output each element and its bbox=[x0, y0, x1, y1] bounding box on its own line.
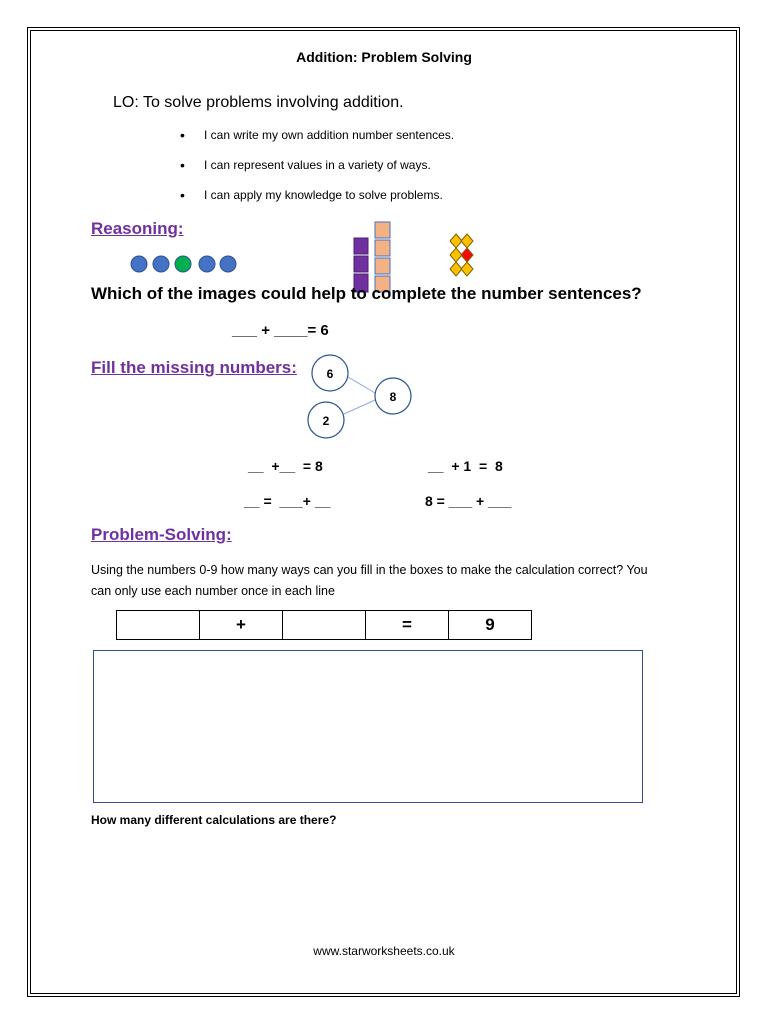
reasoning-heading: Reasoning: bbox=[91, 219, 184, 238]
success-criteria-list bbox=[180, 127, 454, 217]
blue-counter bbox=[153, 256, 169, 272]
connector-line bbox=[348, 377, 375, 393]
reasoning-question: Which of the images could help to complete the number sentences? bbox=[91, 284, 642, 303]
calculation-table bbox=[116, 610, 532, 640]
whole-value: 8 bbox=[389, 390, 397, 404]
criteria-item: • I can apply my knowledge to solve problems. bbox=[180, 187, 454, 217]
red-diamond bbox=[461, 248, 473, 262]
part-value: 2 bbox=[322, 414, 330, 428]
green-counter bbox=[175, 256, 191, 272]
worksheet-title: Addition: Problem Solving bbox=[296, 49, 472, 65]
final-question: How many different calculations are there? bbox=[91, 813, 337, 827]
missing-number-sentence: __ + 1 = 8 bbox=[428, 458, 503, 474]
answer-cell[interactable] bbox=[117, 611, 200, 640]
diamonds-image bbox=[446, 232, 478, 282]
fill-heading: Fill the missing numbers: bbox=[91, 358, 297, 377]
total-cell: 9 bbox=[449, 611, 532, 640]
peach-cube bbox=[375, 222, 390, 238]
criteria-item: • I can write my own addition number sentences. bbox=[180, 127, 454, 157]
problem-text: Using the numbers 0-9 how many ways can you fill in the boxes to make the calculation correct? You can only use each number once in each line bbox=[91, 563, 648, 598]
part-whole-model bbox=[302, 348, 418, 444]
number-sentence: ___ + ____= 6 bbox=[232, 322, 329, 339]
gold-diamond bbox=[450, 234, 462, 248]
missing-number-sentence: __ = ___+ __ bbox=[244, 493, 331, 509]
purple-cube bbox=[354, 238, 368, 254]
answer-cell[interactable] bbox=[283, 611, 366, 640]
footer-url: www.starworksheets.co.uk bbox=[313, 944, 455, 958]
purple-cube bbox=[354, 256, 368, 272]
connector-line bbox=[344, 400, 375, 414]
working-answer-box[interactable] bbox=[93, 650, 643, 803]
gold-diamond bbox=[461, 234, 473, 248]
gold-diamond bbox=[450, 248, 462, 262]
peach-cube bbox=[375, 240, 390, 256]
missing-number-sentence: 8 = ___ + ___ bbox=[425, 493, 512, 509]
criteria-item: • I can represent values in a variety of ways. bbox=[180, 157, 454, 187]
blue-counter bbox=[199, 256, 215, 272]
peach-cube bbox=[375, 258, 390, 274]
counters-image bbox=[128, 252, 240, 276]
part-value: 6 bbox=[326, 367, 334, 381]
problem-solving-heading: Problem-Solving: bbox=[91, 525, 232, 544]
operator-cell: = bbox=[366, 611, 449, 640]
learning-objective: LO: To solve problems involving addition. bbox=[113, 94, 404, 111]
gold-diamond bbox=[450, 262, 462, 276]
gold-diamond bbox=[461, 262, 473, 276]
missing-number-sentence: __ +__ = 8 bbox=[248, 458, 323, 474]
operator-cell: + bbox=[200, 611, 283, 640]
blue-counter bbox=[220, 256, 236, 272]
blue-counter bbox=[131, 256, 147, 272]
